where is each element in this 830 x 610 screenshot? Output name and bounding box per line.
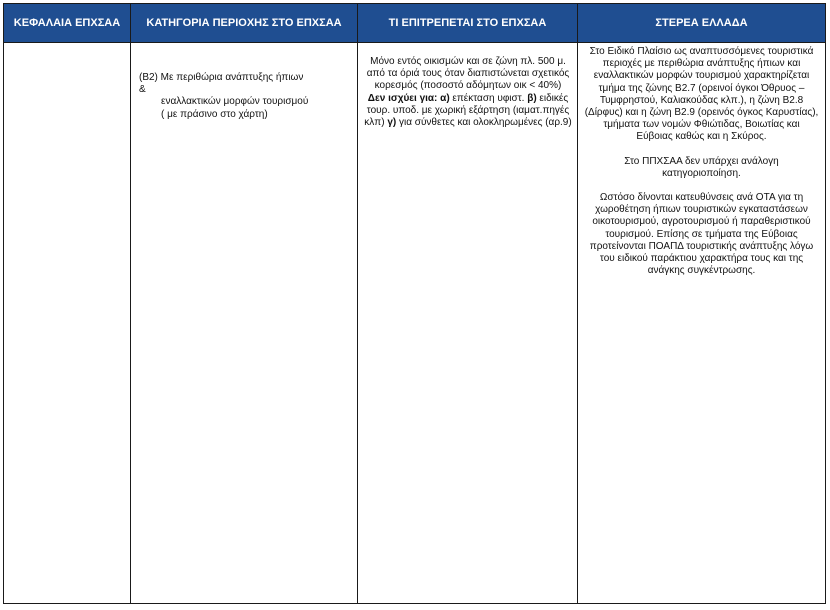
- header-chapters: ΚΕΦΑΛΑΙΑ ΕΠΧΣΑΑ: [4, 4, 131, 42]
- allowed-bold-1: Δεν ισχύει για: α): [367, 92, 450, 104]
- comparison-table: [3, 3, 826, 604]
- allowed-text-1: Μόνο εντός οικισμών και σε ζώνη πλ. 500 μ. από τα όριά τους όταν διαπιστώνεται σχετικός κορεσμός (ποσοστό αδόμητων οικ < 40%): [366, 56, 570, 92]
- allowed-text-4: για σύνθετες και ολοκληρωμένες (αρ.9): [396, 117, 572, 129]
- allowed-bold-3: γ): [387, 117, 397, 129]
- area-category-line-1: (Β2) Με περιθώρια ανάπτυξης ήπιων: [139, 72, 304, 83]
- allowed-text-2: επέκταση υφιστ.: [449, 92, 528, 104]
- header-what-is-allowed: ΤΙ ΕΠΙΤΡΕΠΕΤΑΙ ΣΤΟ ΕΠΧΣΑΑ: [358, 4, 578, 42]
- area-category-line-4: ( με πράσινο στο χάρτη): [161, 108, 268, 120]
- table-header: [4, 4, 825, 43]
- sterea-paragraph-1: Στο Ειδικό Πλαίσιο ως αναπτυσσόμενες τουριστικά περιοχές με περιθώρια ανάπτυξης ήπιων και εναλλακτικών μορφών τουρισμού χαρακτηρίζεται τμήμα της ζώνης Β2.7 (ορεινοί όγκοι Όθρυος – Τυμφρηστού, Καλιακούδας κλπ.), η ζώνη Β2.8 (Δίρφυς) και η ζώνη Β2.9 (ορεινός όγκος Καρυστίας), τμήματα των νομών Φθιώτιδας, Βοιωτίας και Εύβοιας καθώς και η Σκύρος.: [584, 46, 819, 143]
- cell-chapters: [4, 42, 131, 603]
- allowed-bold-2: β): [527, 92, 537, 104]
- area-category-text: [139, 72, 354, 121]
- cell-area-category: [131, 42, 358, 603]
- cell-sterea-ellada: [578, 42, 825, 603]
- header-sterea-ellada: ΣΤΕΡΕΑ ΕΛΛΑΔΑ: [655, 16, 748, 29]
- sterea-ellada-text: [584, 46, 819, 289]
- sterea-paragraph-3: Ωστόσο δίνονται κατευθύνσεις ανά ΟΤΑ για τη χωροθέτηση ήπιων τουριστικών εγκαταστάσεων οικοτουρισμού, αγροτουρισμού ή παραθεριστικού τουρισμού. Επίσης σε τμήματα της Εύβοιας προτείνονται ΠΟΑΠΔ τουριστικής ανάπτυξης λόγω του ειδικού παράκτιου χαρακτήρα τους και της ανάγκης συγκέντρωσης.: [589, 192, 814, 277]
- what-is-allowed-text: [364, 56, 572, 129]
- header-area-category: ΚΑΤΗΓΟΡΙΑ ΠΕΡΙΟΧΗΣ ΣΤΟ ΕΠΧΣΑΑ: [131, 4, 358, 42]
- cell-what-is-allowed: [358, 42, 578, 603]
- area-category-line-2: &: [139, 84, 146, 96]
- allowed-text-3: ειδικές τουρ. υποδ. με χωρική εξάρτηση (ιαματ.πηγές κλπ): [364, 92, 570, 129]
- sterea-paragraph-2: Στο ΠΠΧΣΑΑ δεν υπάρχει ανάλογη κατηγοριοποίηση.: [624, 155, 779, 179]
- area-category-line-3: εναλλακτικών μορφών τουρισμού: [161, 96, 309, 108]
